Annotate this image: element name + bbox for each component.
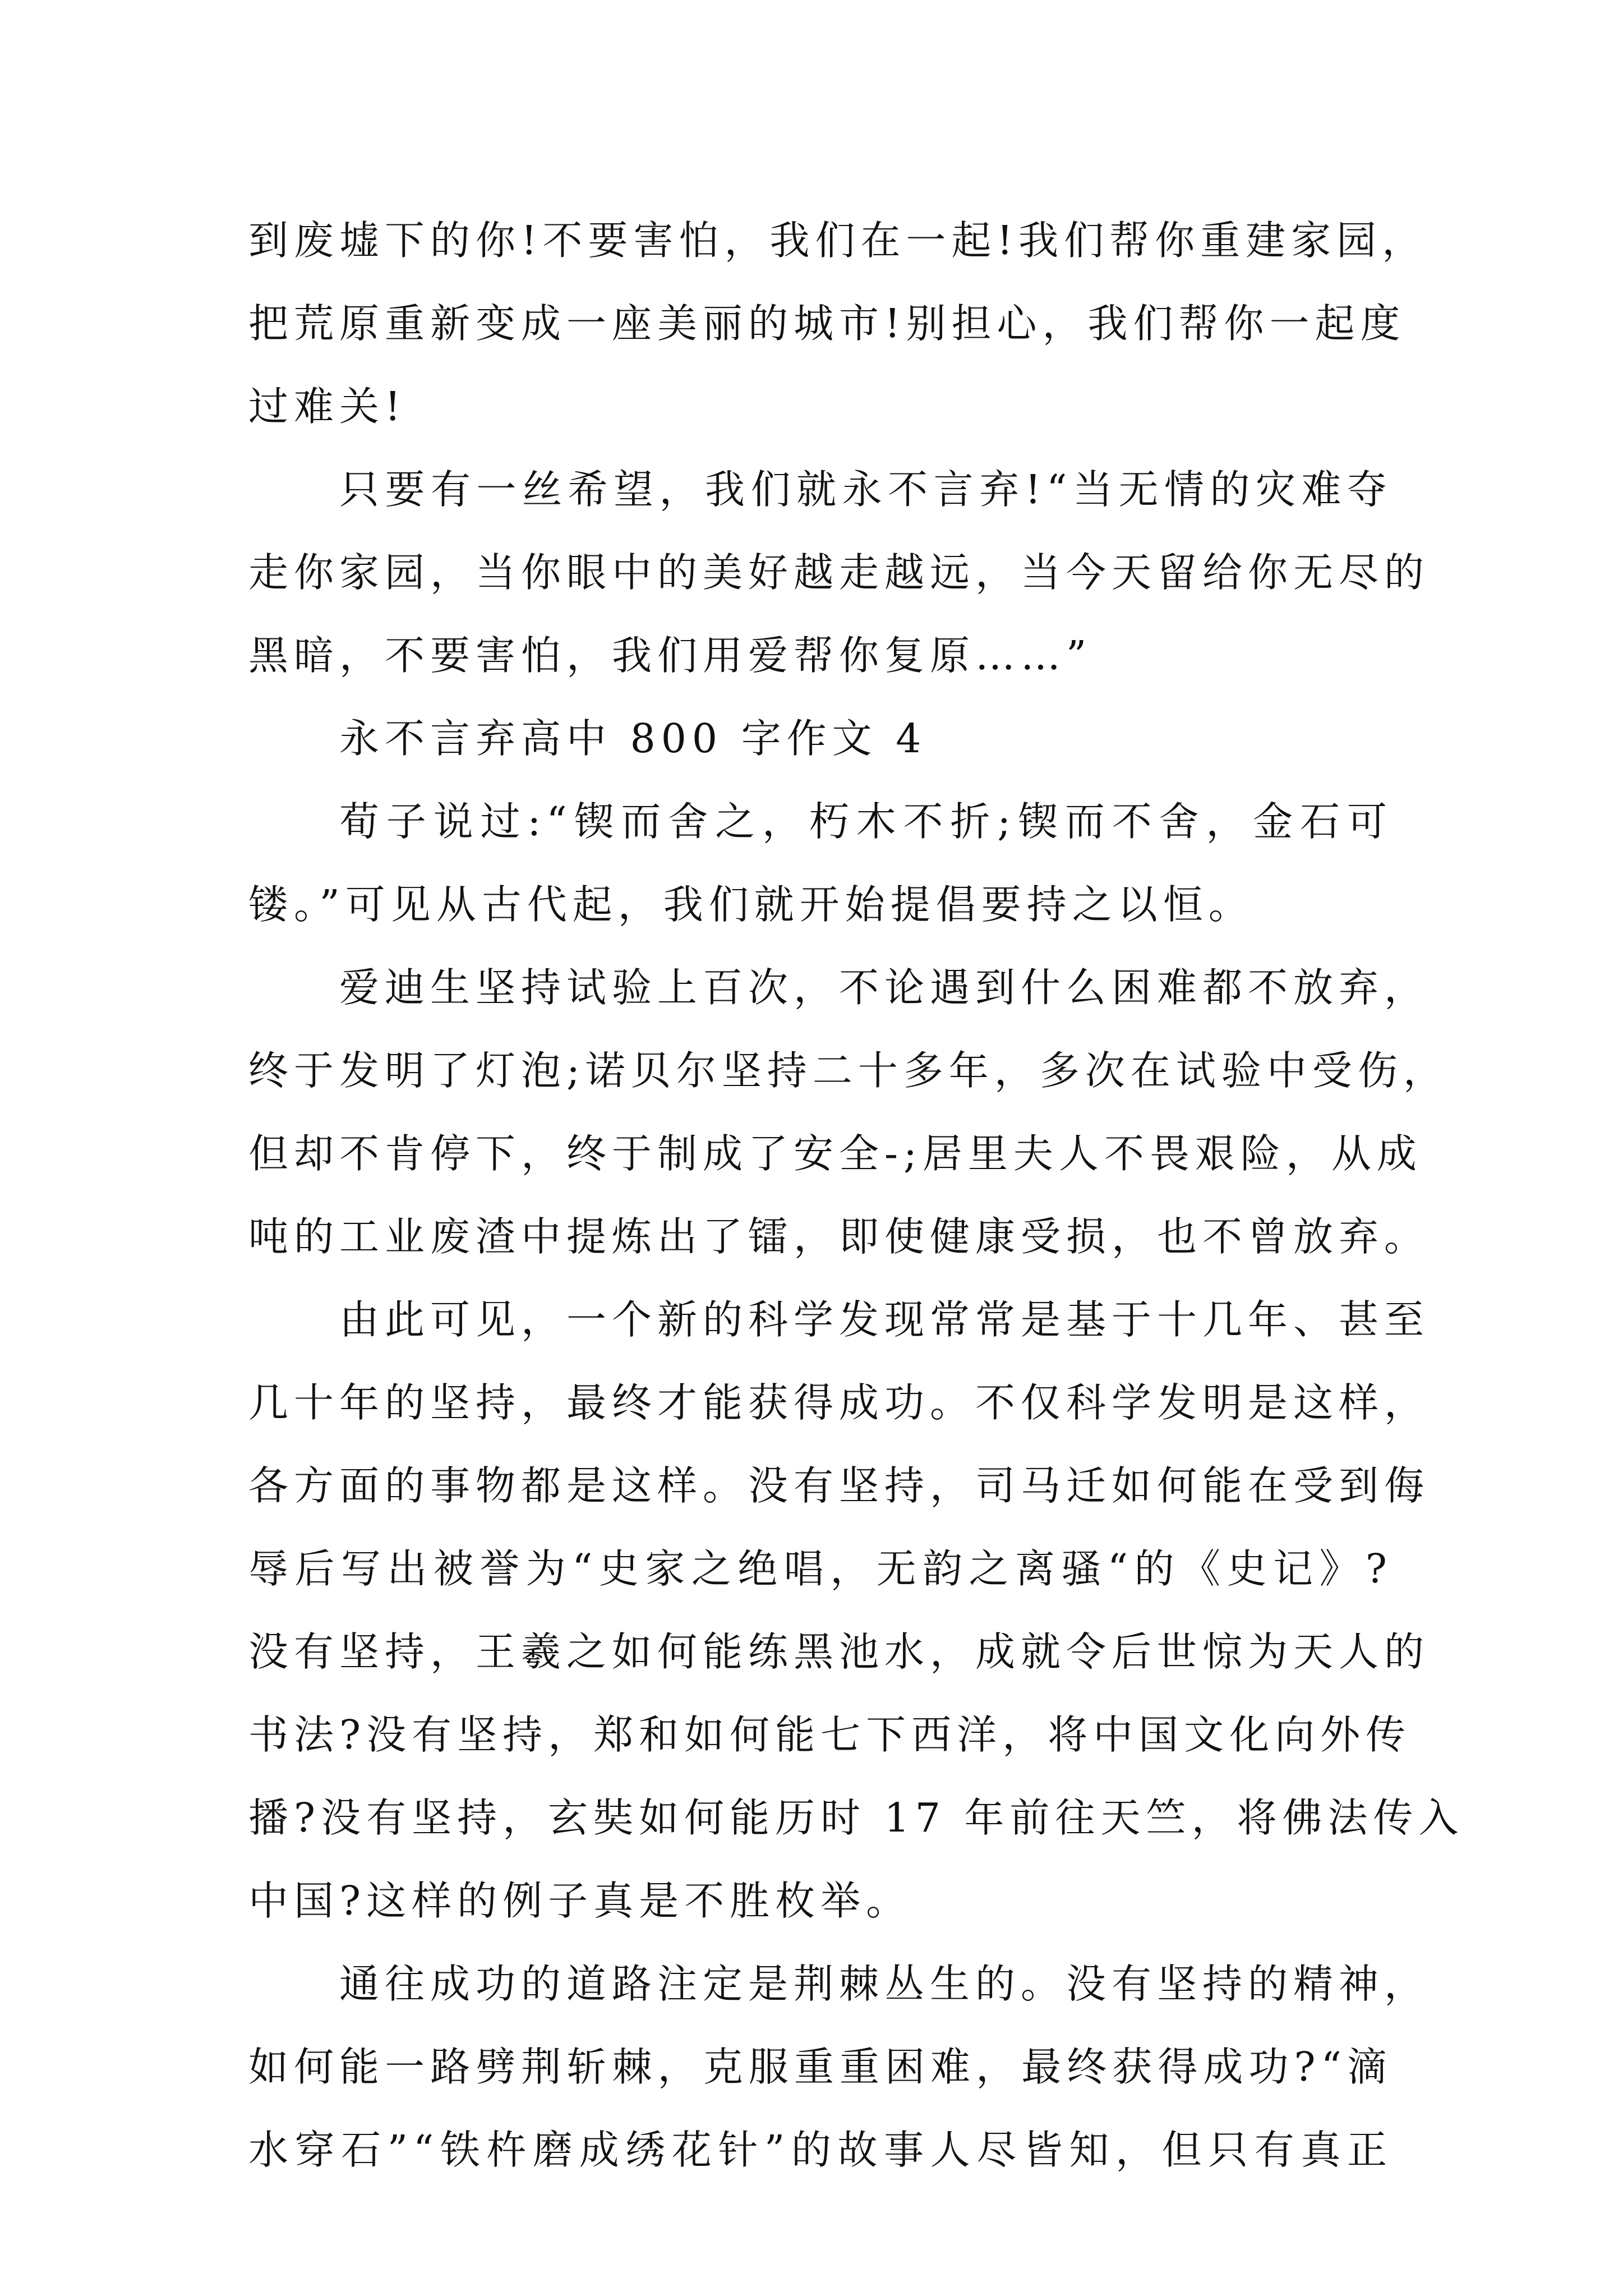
text-line: 书法?没有坚持，郑和如何能七下西洋，将中国文化向外传 (248, 1711, 1412, 1758)
text-line: 几十年的坚持，最终才能获得成功。不仅科学发明是这样， (248, 1379, 1430, 1426)
text-line: 但却不肯停下，终于制成了安全-;居里夫人不畏艰险，从成 (248, 1130, 1422, 1177)
paragraph-1 (248, 199, 1428, 448)
text-line: 黑暗，不要害怕，我们用爱帮你复原……” (248, 632, 1092, 679)
paragraph-3 (248, 780, 1393, 946)
text-line: 荀子说过:“锲而舍之，朽木不折;锲而不舍，金石可 (339, 798, 1393, 845)
paragraph-4 (248, 946, 1449, 1278)
text-line: 终于发明了灯泡;诺贝尔坚持二十多年，多次在试验中受伤， (248, 1047, 1449, 1094)
text-line: 到废墟下的你!不要害怕，我们在一起!我们帮你重建家园， (248, 217, 1428, 264)
text-line: 水穿石”“铁杵磨成绣花针”的故事人尽皆知，但只有真正 (248, 2127, 1393, 2173)
text-line: 由此可见，一个新的科学发现常常是基于十几年、甚至 (339, 1296, 1430, 1343)
text-line: 播?没有坚持，玄奘如何能历时 17 年前往天竺，将佛法传入 (248, 1795, 1464, 1841)
text-line: 走你家园，当你眼中的美好越走越远，当今天留给你无尽的 (248, 549, 1430, 596)
document-body (248, 199, 1464, 2192)
text-line: 把荒原重新变成一座美丽的城市!别担心，我们帮你一起度 (248, 300, 1406, 347)
text-line: 如何能一路劈荆斩棘，克服重重困难，最终获得成功?“滴 (248, 2044, 1393, 2090)
text-line: 只要有一丝希望，我们就永不言弃!“当无情的灾难夺 (339, 466, 1393, 513)
text-line: 通往成功的道路注定是荆棘丛生的。没有坚持的精神， (339, 1961, 1430, 2007)
text-line: 没有坚持，王羲之如何能练黑池水，成就令后世惊为天人的 (248, 1628, 1430, 1675)
text-line: 过难关! (248, 383, 407, 430)
text-line: 吨的工业废渣中提炼出了镭，即使健康受损，也不曾放弃。 (248, 1213, 1430, 1260)
text-line: 镂。”可见从古代起，我们就开始提倡要持之以恒。 (248, 881, 1254, 928)
text-line: 爱迪生坚持试验上百次，不论遇到什么困难都不放弃， (339, 964, 1430, 1011)
text-line: 中国?这样的例子真是不胜枚举。 (248, 1878, 912, 1924)
paragraph-5 (248, 1278, 1464, 1943)
text-line: 各方面的事物都是这样。没有坚持，司马迁如何能在受到侮 (248, 1462, 1430, 1509)
paragraph-2 (248, 448, 1430, 697)
section-heading (248, 697, 1393, 780)
text-line: 辱后写出被誉为“史家之绝唱，无韵之离骚“的《史记》? (248, 1545, 1393, 1592)
heading-line: 永不言弃高中 800 字作文 4 (339, 715, 927, 762)
paragraph-6 (248, 1943, 1430, 2192)
